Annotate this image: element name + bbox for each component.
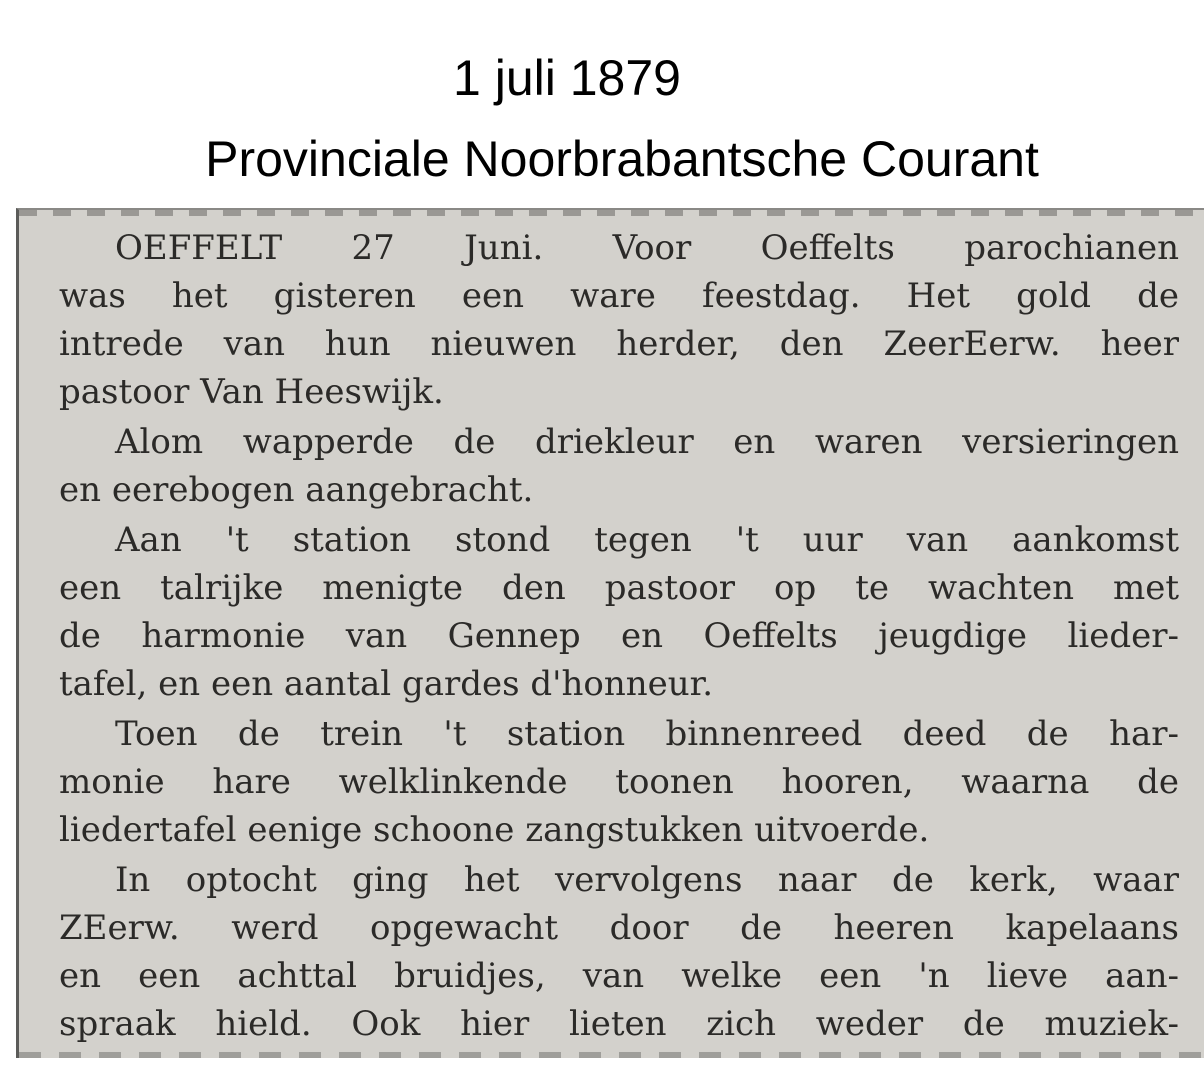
- clipping-bottom-cut-text-fragment: [19, 1052, 1204, 1058]
- article-line: de harmonie van Gennep en Oeffelts jeugdige lieder-: [59, 616, 1179, 656]
- article-line: intrede van hun nieuwen herder, den ZeerEerw. heer: [59, 324, 1179, 364]
- article-line: monie hare welklinkende toonen hooren, waarna de: [59, 762, 1179, 802]
- article-line: een talrijke menigte den pastoor op te wachten met: [59, 568, 1179, 608]
- article-line: Aan 't station stond tegen 't uur van aankomst: [115, 520, 1179, 560]
- article-line: OEFFELT 27 Juni. Voor Oeffelts parochianen: [115, 228, 1179, 268]
- article-line: was het gisteren een ware feestdag. Het gold de: [59, 276, 1179, 316]
- article-line: tafel, en een aantal gardes d'honneur.: [59, 664, 714, 704]
- article-line: en een achttal bruidjes, van welke een 'n lieve aan-: [59, 956, 1179, 996]
- article-line: Alom wapperde de driekleur en waren versieringen: [115, 422, 1179, 462]
- caption-date: 1 juli 1879: [453, 50, 681, 106]
- article-line: spraak hield. Ook hier lieten zich weder de muziek-: [59, 1004, 1179, 1044]
- caption-newspaper-title: Provinciale Noorbrabantsche Courant: [205, 131, 1039, 187]
- article-line: pastoor Van Heeswijk.: [59, 372, 444, 412]
- clipping-top-cut-text-fragment: [19, 208, 1204, 216]
- article-line: Toen de trein 't station binnenreed deed de har-: [115, 714, 1179, 754]
- article-line: ZEerw. werd opgewacht door de heeren kapelaans: [59, 908, 1179, 948]
- article-line: In optocht ging het vervolgens naar de kerk, waar: [115, 860, 1179, 900]
- newspaper-clipping: [16, 208, 1204, 1058]
- article-line: liedertafel eenige schoone zangstukken uitvoerde.: [59, 810, 930, 850]
- article-line: en eerebogen aangebracht.: [59, 470, 534, 510]
